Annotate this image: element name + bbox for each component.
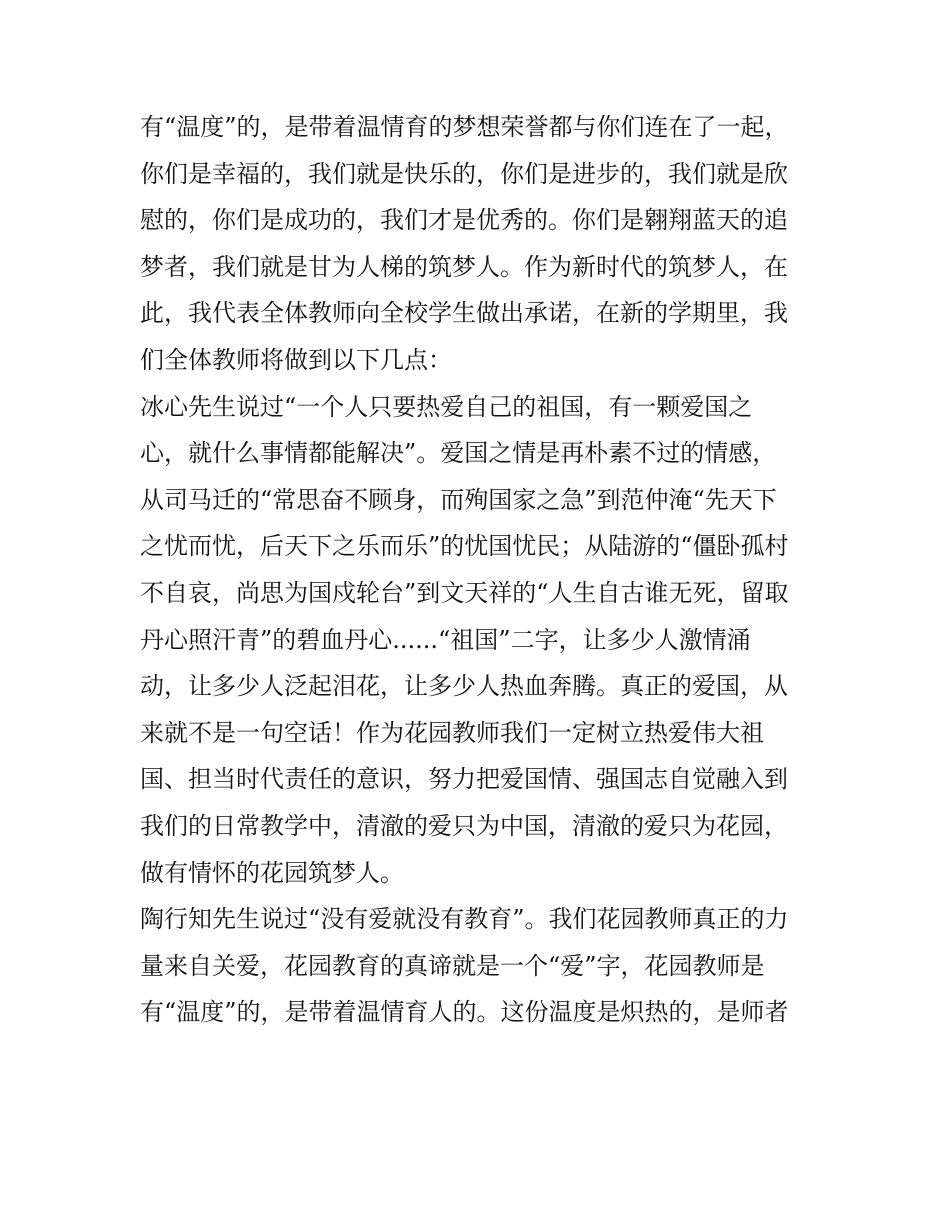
text-line: 陶行知先生说过“没有爱就没有教育”。我们花园教师真正的力 (140, 905, 789, 934)
document-body (140, 104, 820, 1036)
text-line: 不自哀，尚思为国戍轮台”到文天祥的“人生自古谁无死，留取 (140, 578, 789, 607)
text-line: 动，让多少人泛起泪花，让多少人热血奔腾。真正的爱国，从 (140, 672, 788, 701)
text-line: 做有情怀的花园筑梦人。 (140, 858, 404, 887)
text-line: 国、担当时代责任的意识，努力把爱国情、强国志自觉融入到 (140, 765, 788, 794)
text-line: 丹心照汗青”的碧血丹心......“祖国”二字，让多少人激情涌 (140, 625, 751, 654)
text-line: 来就不是一句空话！作为花园教师我们一定树立热爱伟大祖 (140, 718, 764, 747)
text-line: 梦者，我们就是甘为人梯的筑梦人。作为新时代的筑梦人，在 (140, 252, 788, 281)
text-line: 冰心先生说过“一个人只要热爱自己的祖国，有一颗爱国之 (140, 392, 753, 421)
text-line: 此，我代表全体教师向全校学生做出承诺，在新的学期里，我 (140, 299, 788, 328)
text-line: 有“温度”的，是带着温情育人的。这份温度是炽热的，是师者 (140, 998, 789, 1027)
text-line: 们全体教师将做到以下几点： (140, 345, 452, 374)
text-line: 心，就什么事情都能解决”。爱国之情是再朴素不过的情感， (140, 439, 777, 468)
text-line: 之忧而忧，后天下之乐而乐”的忧国忧民；从陆游的“僵卧孤村 (140, 532, 789, 561)
text-line: 有“温度”的，是带着温情育的梦想荣誉都与你们连在了一起， (140, 113, 789, 141)
text-line: 慰的，你们是成功的，我们才是优秀的。你们是翱翔蓝天的追 (140, 206, 788, 235)
text-line: 从司马迁的“常思奋不顾身，而殉国家之急”到范仲淹“先天下 (140, 485, 777, 514)
text-line: 我们的日常教学中，清澈的爱只为中国，清澈的爱只为花园， (140, 811, 788, 840)
text-line: 你们是幸福的，我们就是快乐的，你们是进步的，我们就是欣 (140, 159, 788, 188)
text-line: 量来自关爱，花园教育的真谛就是一个“爱”字，花园教师是 (140, 951, 765, 980)
